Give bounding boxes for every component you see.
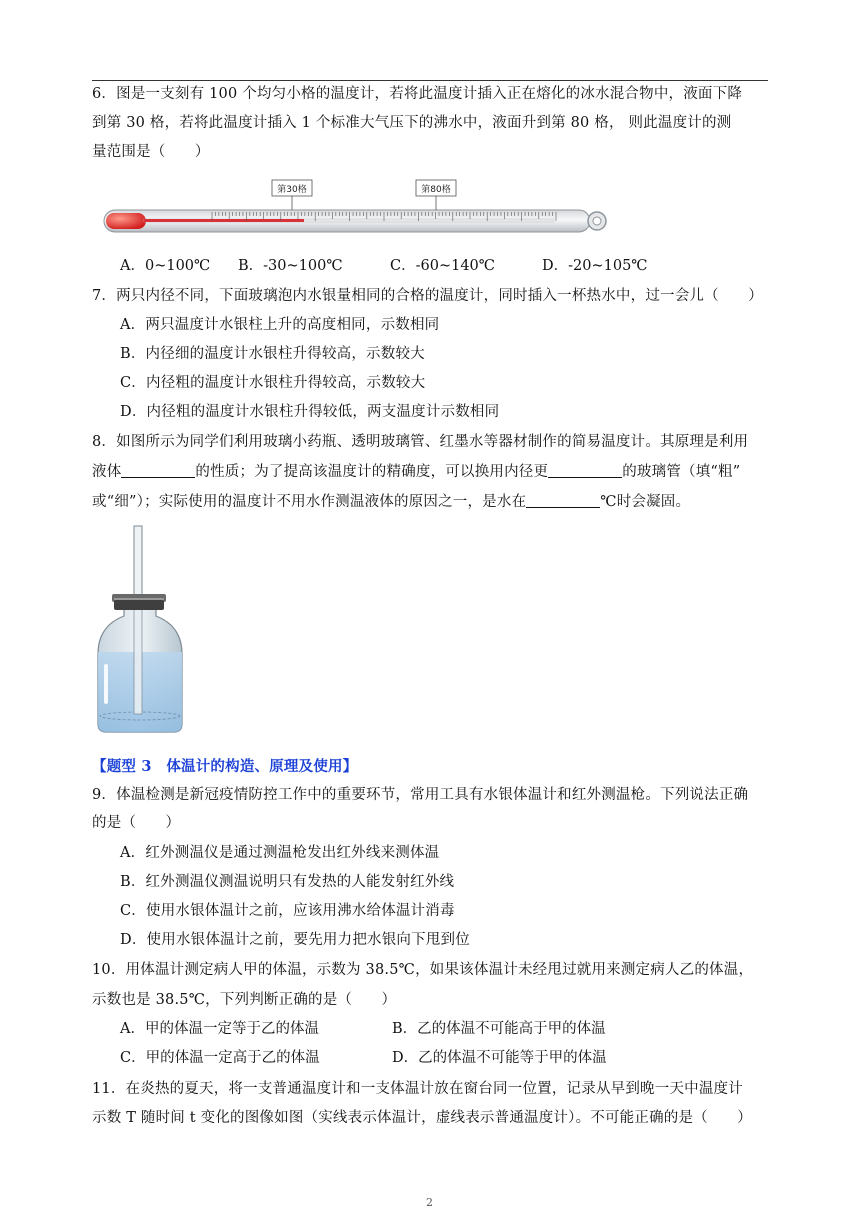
- q10-options-row-2: [120, 1048, 607, 1068]
- q8-text-b: 的性质；为了提高该温度计的精确度，可以换用内径更: [195, 464, 549, 480]
- q8-line-3: [92, 492, 690, 512]
- q10-option-a[interactable]: A．甲的体温一定等于乙的体温: [120, 1021, 319, 1037]
- q8-line-1: 8．如图所示为同学们利用玻璃小药瓶、透明玻璃管、红墨水等器材制作的简易温度计。其原理是利用: [92, 434, 749, 450]
- q6-line-1: 6．图是一支刻有 100 个均匀小格的温度计，若将此温度计插入正在熔化的冰水混合物中，液面下降: [92, 86, 743, 102]
- q10-option-b[interactable]: B．乙的体温不可能高于甲的体温: [392, 1021, 606, 1037]
- q11-line-2: 示数 T 随时间 t 变化的图像如图（实线表示体温计，虚线表示普通温度计）。不可能正确的是（ ）: [92, 1110, 752, 1126]
- q6-line-2: 到第 30 格，若将此温度计插入 1 个标准大气压下的沸水中，液面升到第 80 格， 则此温度计的测: [92, 115, 732, 131]
- q8-text-e: ℃时会凝固。: [600, 494, 691, 510]
- q10-line-2: 示数也是 38.5℃，下列判断正确的是（ ）: [92, 992, 397, 1008]
- q7-option-b[interactable]: B．内径细的温度计水银柱升得较高，示数较大: [120, 346, 425, 362]
- q8-blank-3[interactable]: [526, 493, 600, 508]
- q9-option-a[interactable]: A．红外测温仪是通过测温枪发出红外线来测体温: [120, 845, 440, 861]
- q9-line-2: 的是（ ）: [92, 815, 181, 831]
- q10-options-row-1: [120, 1019, 606, 1039]
- q8-text-c: 的玻璃管（填“粗”: [622, 464, 741, 480]
- q6-option-c[interactable]: C．-60~140℃: [390, 258, 495, 274]
- q6-option-a[interactable]: A．0~100℃: [120, 258, 211, 274]
- q9-option-c[interactable]: C．使用水银体温计之前，应该用沸水给体温计消毒: [120, 903, 455, 919]
- q7-option-a[interactable]: A．两只温度计水银柱上升的高度相同，示数相同: [120, 317, 440, 333]
- q8-text-d: 或“细”）；实际使用的温度计不用水作测温液体的原因之一，是水在: [92, 494, 527, 510]
- q6-options: [120, 256, 648, 276]
- q9-option-b[interactable]: B．红外测温仪测温说明只有发热的人能发射红外线: [120, 874, 455, 890]
- q9-line-1: 9．体温检测是新冠疫情防控工作中的重要环节，常用工具有水银体温计和红外测温枪。下列说法正确: [92, 787, 749, 803]
- q8-blank-1[interactable]: [121, 463, 195, 478]
- section-3-heading: 【题型 3 体温计的构造、原理及使用】: [92, 758, 358, 775]
- bottle-thermometer-figure: [94, 524, 186, 734]
- q7-option-c[interactable]: C．内径粗的温度计水银柱升得较高，示数较大: [120, 375, 426, 391]
- label-80-text: 第80格: [421, 185, 451, 195]
- label-80-box: [416, 180, 456, 210]
- q7-option-d[interactable]: D．内径粗的温度计水银柱升得较低，两支温度计示数相同: [120, 404, 500, 420]
- header-rule: [92, 80, 768, 81]
- q11-line-1: 11．在炎热的夏天，将一支普通温度计和一支体温计放在窗台同一位置，记录从早到晚一天中温度计: [92, 1081, 743, 1097]
- q10-option-d[interactable]: D．乙的体温不可能等于甲的体温: [392, 1050, 607, 1066]
- label-30-text: 第30格: [277, 185, 307, 195]
- q7-stem: 7．两只内径不同，下面玻璃泡内水银量相同的合格的温度计，同时插入一杯热水中，过一会儿（ ）: [92, 288, 763, 304]
- label-30-box: [272, 180, 312, 210]
- q9-option-d[interactable]: D．使用水银体温计之前，要先用力把水银向下甩到位: [120, 932, 470, 948]
- thermometer-figure: [100, 176, 612, 238]
- q6-option-b[interactable]: B．-30~100℃: [238, 258, 343, 274]
- q10-line-1: 10．用体温计测定病人甲的体温，示数为 38.5℃，如果该体温计未经甩过就用来测定病人乙的体温，: [92, 962, 754, 978]
- q6-line-3: 量范围是（ ）: [92, 144, 210, 160]
- q6-option-d[interactable]: D．-20~105℃: [542, 258, 648, 274]
- q8-line-2: [92, 462, 740, 482]
- q8-blank-2[interactable]: [548, 463, 622, 478]
- q8-text-a: 液体: [92, 464, 122, 480]
- q10-option-c[interactable]: C．甲的体温一定高于乙的体温: [120, 1050, 320, 1066]
- page-number: 2: [426, 1196, 433, 1209]
